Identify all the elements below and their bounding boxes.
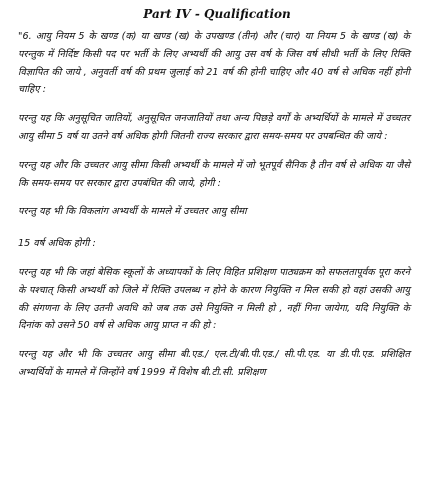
proviso-ex-servicemen: परन्तु यह और कि उच्चतर आयु सीमा किसी अभ्यर्थी के मामले में जो भूतपूर्व सैनिक है तीन वर्ष से अधिक या जैसे कि समय-समय पर सरकार द्वारा उपबंधित की जाये, होगी : xyxy=(18,159,410,189)
rule-6-paragraph: "6. आयु नियम 5 के खण्ड (क) या खण्ड (ख) के उपखण्ड (तीन) और (चार) या नियम 5 के खण्ड (ख) के परन्तुक में निर्दिष्ट किसी पद पर भर्ती के लिए अभ्यर्थी की आयु उस वर्ष के जिस वर्ष सीधी भर्ती के लिए रिक्ति विज्ञापित की जाये , अनुवर्ती वर्ष की प्रथम जुलाई को 21 वर्ष की होनी चाहिए और 40 वर्ष से अधिक नहीं होनी चाहिए : xyxy=(18,31,410,96)
proviso-basic-school-teachers: परन्तु यह भी कि जहां बेसिक स्कूलों के अध्यापकों के लिए विहित प्रशिक्षण पाठ्यक्रम को सफलतापूर्वक पूरा करने के पश्चात् किसी अभ्यर्थी को जिले में रिक्ति उपलब्ध न होने के कारण नियुक्ति न मिल सकी हो वहां उसकी आयु की संगणना के लिए उतनी अवधि को जब तक उसे नियुक्ति न मिली हो , नहीं गिना जायेगा, यदि नियुक्ति के दिनांक को उसने 50 वर्ष से अधिक आयु प्राप्त न की हो : xyxy=(18,266,410,332)
proviso-disabled: परन्तु यह भी कि विकलांग अभ्यर्थी के मामले में उच्चतर आयु सीमा xyxy=(18,206,247,218)
proviso-trained-candidates: परन्तु यह और भी कि उच्चतर आयु सीमा बी.एड./ एल.टी/बी.पी.एड./ सी.पी.एड. या डी.पी.एड. प्रशिक्षित अभ्यर्थियों के मामले में जिन्होंने वर्ष 1999 में विशेष बी.टी.सी. प्रशिक्षण xyxy=(18,349,410,378)
proviso-disabled-continued: 15 वर्ष अधिक होगी : xyxy=(18,238,96,250)
section-heading: Part IV - Qualification xyxy=(143,7,291,21)
proviso-reserved-categories: परन्तु यह कि अनुसूचित जातियों, अनुसूचित जनजातियों तथा अन्य पिछड़े वर्गों के अभ्यर्थियों के मामले में उच्चतर आयु सीमा 5 वर्ष या उतने वर्ष अधिक होगी जितनी राज्य सरकार द्वारा समय-समय पर उपबन्धित की जाये : xyxy=(18,113,410,142)
